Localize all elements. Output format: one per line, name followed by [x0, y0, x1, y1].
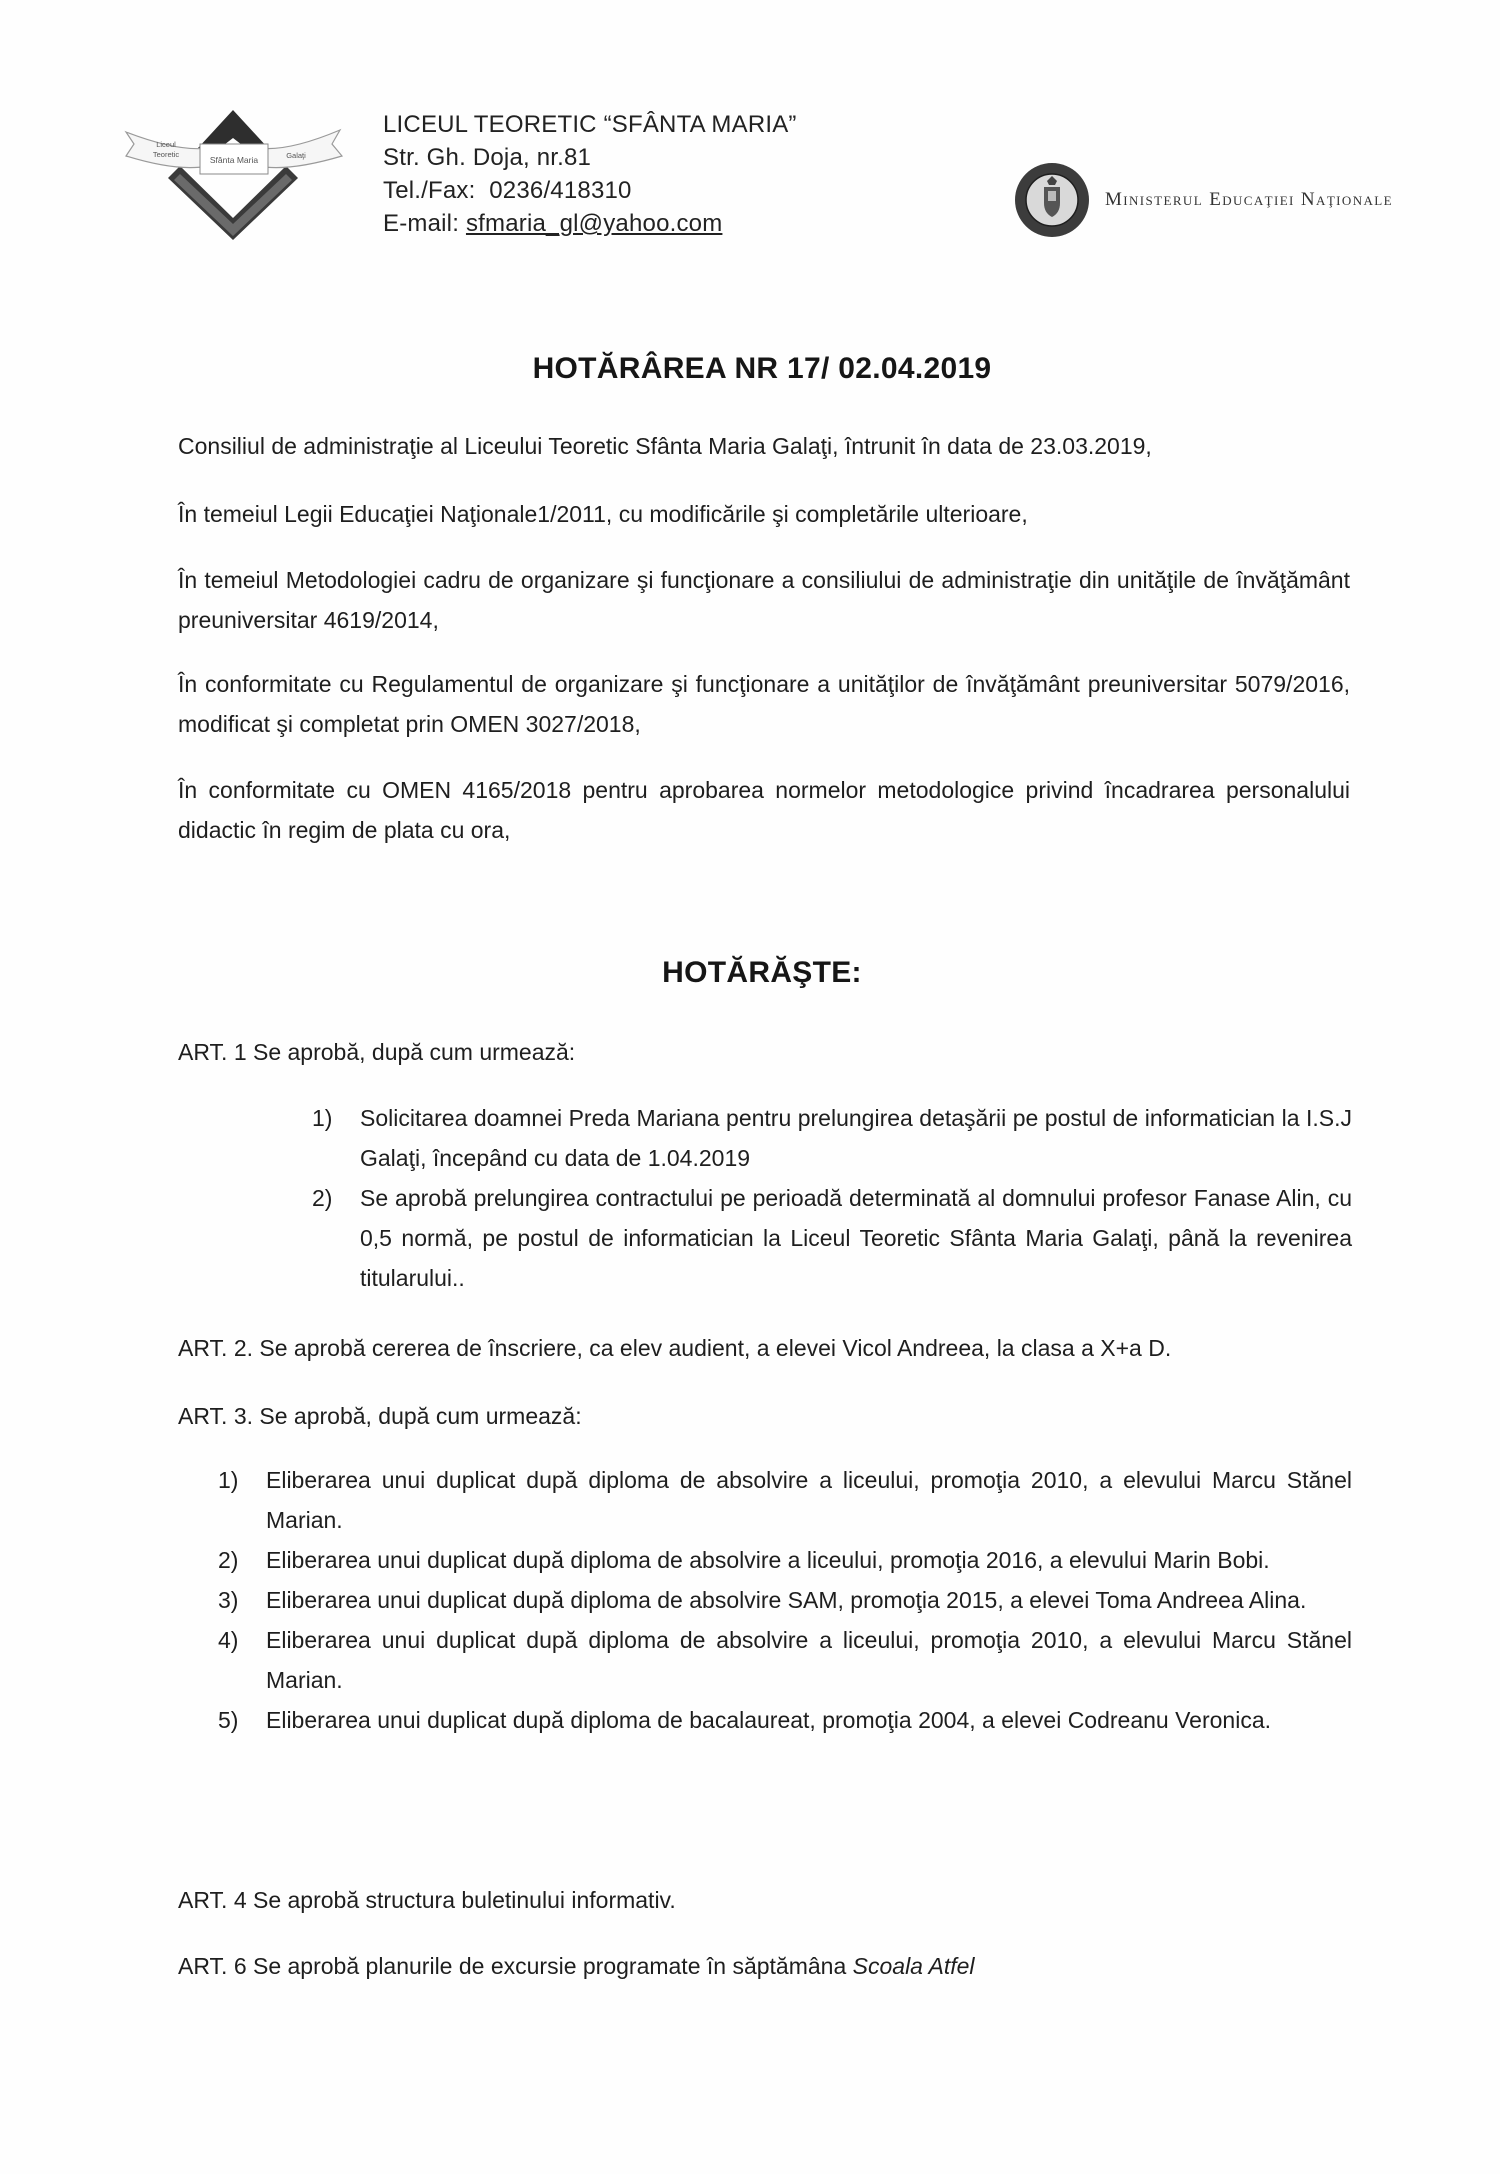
decision-number-title: HOTĂRÂREA NR 17/ 02.04.2019 [532, 352, 992, 385]
article-4: ART. 4 Se aprobă structura buletinului informativ. [178, 1887, 676, 1913]
article-1-heading: ART. 1 Se aprobă, după cum urmează: [178, 1039, 576, 1065]
article-6-text: ART. 6 Se aprobă planurile de excursie programate în săptămâna [178, 1953, 853, 1979]
list-item-text: Eliberarea unui duplicat după diploma de absolvire SAM, promoţia 2015, a elevei Toma Andreea Alina. [266, 1587, 1307, 1613]
list-item-number: 5) [218, 1707, 239, 1733]
phone-value: 0236/418310 [489, 177, 632, 204]
list-item-number: 1) [312, 1105, 333, 1131]
list-item [312, 1178, 1352, 1298]
list-item-text: Solicitarea doamnei Preda Mariana pentru prelungirea detaşării pe postul de informatician la I.S.J Galaţi, începând cu data de 1.04.2019 [360, 1105, 1352, 1171]
list-item [218, 1460, 1352, 1540]
list-item-number: 1) [218, 1467, 239, 1493]
email-label: E-mail: [383, 210, 460, 237]
school-crest-icon [118, 100, 348, 265]
list-item [218, 1580, 1352, 1620]
decision-heading: HOTĂRĂŞTE: [662, 956, 862, 989]
list-item-text: Eliberarea unui duplicat după diploma de absolvire a liceului, promoţia 2016, a elevului Marin Bobi. [266, 1547, 1270, 1573]
preamble-omen: În conformitate cu OMEN 4165/2018 pentru aprobarea normelor metodologice privind încadrarea personalului didactic în regim de plata cu ora, [178, 777, 1350, 843]
preamble-methodology: În temeiul Metodologiei cadru de organizare şi funcţionare a consiliului de administraţie din unităţile de învăţământ preuniversitar 4619/2014, [178, 567, 1350, 633]
list-item-number: 2) [312, 1185, 333, 1211]
svg-text:Galaţi: Galaţi [286, 151, 306, 160]
preamble-council: Consiliul de administraţie al Liceului Teoretic Sfânta Maria Galaţi, întrunit în data de 23.03.2019, [178, 433, 1152, 459]
school-phone [383, 174, 797, 207]
list-item [218, 1540, 1352, 1580]
list-item [312, 1098, 1352, 1178]
svg-text:Liceul: Liceul [156, 140, 176, 149]
article-1-list [312, 1098, 1352, 1298]
list-item-text: Se aprobă prelungirea contractului pe perioadă determinată al domnului profesor Fanase Alin, cu 0,5 normă, pe postul de informatician la Liceul Teoretic Sfânta Maria Galaţi, până la revenirea titularului.. [360, 1185, 1352, 1291]
school-email [383, 207, 797, 240]
article-2: ART. 2. Se aprobă cererea de înscriere, ca elev audient, a elevei Vicol Andreea, la clasa a X+a D. [178, 1335, 1172, 1361]
list-item-number: 4) [218, 1627, 239, 1653]
letterhead [118, 100, 1498, 270]
ministry-block [1013, 155, 1393, 245]
school-address: Str. Gh. Doja, nr.81 [383, 144, 592, 171]
preamble-law: În temeiul Legii Educaţiei Naţionale1/2011, cu modificările şi completările ulterioare, [178, 501, 1028, 527]
ministry-name: Ministerul Educaţiei Naţionale [1105, 189, 1393, 210]
email-link[interactable]: sfmaria_gl@yahoo.com [465, 210, 723, 237]
preamble-regulation: În conformitate cu Regulamentul de organizare şi funcţionare a unităţilor de învăţământ preuniversitar 5079/2016, modificat şi completat prin OMEN 3027/2018, [178, 671, 1350, 737]
svg-text:Sfânta Maria: Sfânta Maria [209, 155, 259, 165]
article-3-heading: ART. 3. Se aprobă, după cum urmează: [178, 1403, 582, 1429]
list-item-text: Eliberarea unui duplicat după diploma de absolvire a liceului, promoţia 2010, a elevului Marcu Stănel Marian. [266, 1627, 1352, 1693]
list-item-text: Eliberarea unui duplicat după diploma de absolvire a liceului, promoţia 2010, a elevului Marcu Stănel Marian. [266, 1467, 1352, 1533]
school-name: LICEUL TEORETIC “SFÂNTA MARIA” [383, 111, 797, 138]
svg-text:Teoretic: Teoretic [152, 150, 180, 159]
phone-label: Tel./Fax: [383, 177, 476, 204]
list-item-number: 2) [218, 1547, 239, 1573]
article-3-list [218, 1460, 1352, 1740]
government-seal-icon [1013, 161, 1091, 239]
list-item [218, 1620, 1352, 1700]
list-item-number: 3) [218, 1587, 239, 1613]
list-item-text: Eliberarea unui duplicat după diploma de bacalaureat, promoţia 2004, a elevei Codreanu Veronica. [266, 1707, 1272, 1733]
list-item [218, 1700, 1352, 1740]
article-6-emphasis: Scoala Atfel [852, 1953, 975, 1979]
article-6 [178, 1946, 1350, 1986]
school-contact-block [383, 108, 797, 240]
